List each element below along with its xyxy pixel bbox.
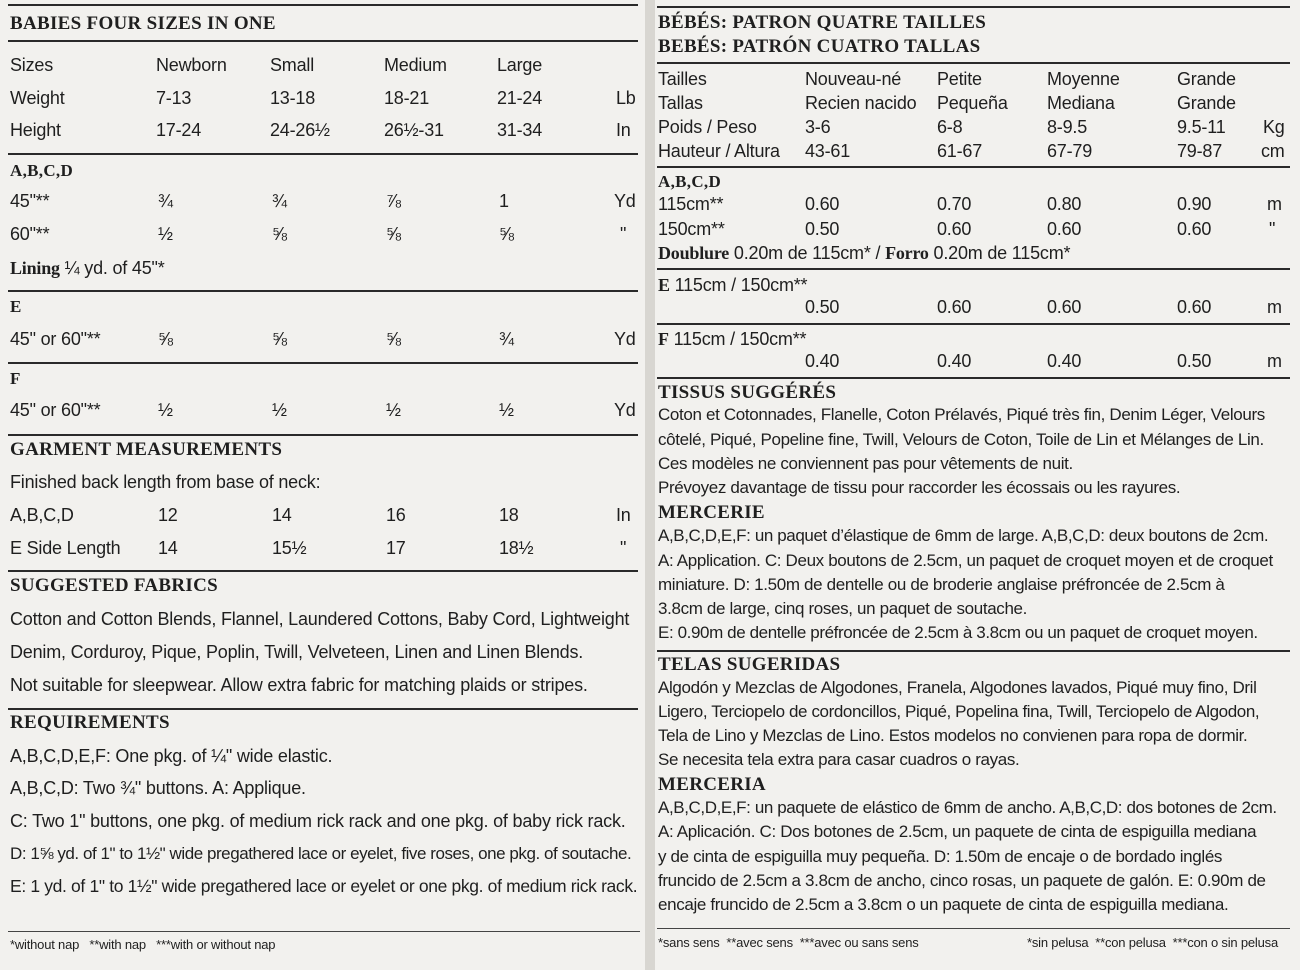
yardage-cell: 1 — [499, 191, 509, 211]
title-rule — [8, 40, 638, 42]
view-heading: F — [658, 329, 669, 349]
unit-cell: " — [620, 224, 627, 244]
requirement-line: C: Two 1" buttons, one pkg. of medium rick rack and one pkg. of baby rick rack. — [10, 811, 626, 831]
fabrics-line: Cotton and Cotton Blends, Flannel, Laundered Cottons, Baby Cord, Lightweight — [10, 609, 630, 629]
section-rule — [657, 650, 1290, 652]
size-cell: Moyenne — [1047, 69, 1120, 89]
section-rule — [8, 434, 638, 436]
tissus-line: Prévoyez davantage de tissu pour raccorder les écossais ou les rayures. — [658, 478, 1181, 497]
requirement-line: A,B,C,D,E,F: One pkg. of ¼" wide elastic. — [10, 746, 333, 766]
metrage-cell: 0.50 — [805, 297, 840, 317]
yardage-cell: ½ — [158, 400, 173, 420]
section-subtitle: Finished back length from base of neck: — [10, 472, 321, 492]
metrage-cell: 0.70 — [937, 194, 972, 214]
yardage-cell: ⅝ — [158, 329, 173, 349]
unit-cell: In — [616, 505, 631, 525]
lining-value-fr: 0.20m de 115cm* / — [733, 243, 881, 263]
unit-cell: cm — [1261, 141, 1285, 161]
measure-cell: A,B,C,D — [10, 505, 74, 525]
yardage-cell: ⅝ — [272, 224, 287, 244]
section-rule — [657, 268, 1290, 270]
size-cell: Grande — [1177, 69, 1236, 89]
footnote-rule — [657, 928, 1290, 929]
size-cell: Newborn — [156, 55, 227, 75]
size-cell: 61-67 — [937, 141, 983, 161]
size-cell: 3-6 — [805, 117, 831, 137]
measure-cell: 18 — [499, 505, 519, 525]
yardage-cell: 45"** — [10, 191, 50, 211]
center-fold — [645, 0, 655, 970]
lining-value: ¼ yd. of 45"* — [64, 258, 165, 278]
size-cell: Weight — [10, 88, 65, 108]
french-spanish-column — [655, 0, 1300, 970]
unit-cell: Yd — [614, 329, 636, 349]
measure-cell: 16 — [386, 505, 406, 525]
telas-line: Ligero, Terciopelo de cordoncillos, Piqué, Popelina fina, Twill, Terciopelo de Algodon, — [658, 702, 1260, 721]
merceria-line: fruncido de 2.5cm a 3.8cm de ancho, cinco rosas, un paquete de galón. E: 0.90m de — [658, 871, 1266, 890]
unit-cell: m — [1267, 297, 1282, 317]
size-cell: 67-79 — [1047, 141, 1093, 161]
metrage-cell: 0.40 — [1047, 351, 1082, 371]
metrage-cell: 0.50 — [805, 219, 840, 239]
metrage-cell: 0.60 — [805, 194, 840, 214]
fabric-width-label: 115cm / 150cm** — [673, 329, 807, 349]
unit-cell: m — [1267, 194, 1282, 214]
lining-line — [658, 242, 1070, 264]
unit-cell: Kg — [1263, 117, 1285, 137]
view-heading: E — [10, 297, 22, 316]
yardage-cell: ¾ — [499, 329, 514, 349]
page-title-es: BEBÉS: PATRÓN CUATRO TALLAS — [658, 36, 981, 57]
mercerie-line: 3.8cm de large, cinq roses, un paquet de soutache. — [658, 599, 1028, 618]
section-heading: MERCERIE — [658, 502, 765, 523]
section-heading: SUGGESTED FABRICS — [10, 575, 218, 596]
yardage-cell: ½ — [386, 400, 401, 420]
section-rule — [657, 166, 1290, 168]
yardage-cell: ⅞ — [386, 191, 401, 211]
requirement-line: A,B,C,D: Two ¾" buttons. A: Applique. — [10, 778, 306, 798]
metrage-cell: 0.60 — [937, 219, 972, 239]
title-rule — [657, 62, 1290, 64]
footnote-fr: *sans sens **avec sens ***avec ou sans sens — [658, 935, 919, 950]
lining-label: Lining — [10, 258, 60, 278]
size-cell: Petite — [937, 69, 982, 89]
view-e-line — [658, 274, 807, 296]
metrage-cell: 0.60 — [1177, 219, 1212, 239]
section-heading: TISSUS SUGGÉRÉS — [658, 382, 837, 403]
page-title: BABIES FOUR SIZES IN ONE — [10, 13, 276, 34]
size-cell: 6-8 — [937, 117, 963, 137]
footnote-es: *sin pelusa **con pelusa ***con o sin pelusa — [1027, 935, 1278, 950]
measure-cell: 18½ — [499, 538, 534, 558]
tissus-line: côtelé, Piqué, Popeline fine, Twill, Velours de Coton, Toile de Lin et Mélanges de Lin. — [658, 430, 1264, 449]
yardage-cell: 60"** — [10, 224, 50, 244]
section-rule — [8, 362, 638, 364]
yardage-cell: ¾ — [158, 191, 173, 211]
size-cell: Grande — [1177, 93, 1236, 113]
metrage-cell: 0.40 — [937, 351, 972, 371]
size-cell: Pequeña — [937, 93, 1008, 113]
section-heading: REQUIREMENTS — [10, 712, 170, 733]
size-cell: Poids / Peso — [658, 117, 757, 137]
size-cell: 21-24 — [497, 88, 543, 108]
size-cell: 43-61 — [805, 141, 851, 161]
lining-line — [10, 257, 165, 279]
view-heading: A,B,C,D — [10, 161, 74, 180]
size-cell: 7-13 — [156, 88, 192, 108]
measure-cell: 17 — [386, 538, 406, 558]
metrage-cell: 0.60 — [937, 297, 972, 317]
unit-cell: " — [1269, 219, 1276, 239]
size-cell: Recien nacido — [805, 93, 917, 113]
unit-cell: m — [1267, 351, 1282, 371]
size-cell: 31-34 — [497, 120, 543, 140]
top-rule — [8, 4, 638, 6]
unit-cell: Lb — [616, 88, 636, 108]
tissus-line: Coton et Cotonnades, Flanelle, Coton Prélavés, Piqué très fin, Denim Léger, Velours — [658, 405, 1265, 424]
unit-cell: " — [620, 538, 627, 558]
size-cell: Small — [270, 55, 315, 75]
fabric-width-label: 115cm / 150cm** — [674, 275, 808, 295]
size-cell: Mediana — [1047, 93, 1115, 113]
yardage-cell: ⅝ — [499, 224, 514, 244]
top-rule — [657, 6, 1290, 8]
mercerie-line: A: Application. C: Deux boutons de 2.5cm, un paquet de croquet moyen et de croquet — [658, 551, 1273, 570]
size-cell: 8-9.5 — [1047, 117, 1088, 137]
metrage-cell: 0.40 — [805, 351, 840, 371]
metrage-cell: 0.80 — [1047, 194, 1082, 214]
section-heading: GARMENT MEASUREMENTS — [10, 439, 283, 460]
size-cell: Tallas — [658, 93, 703, 113]
size-cell: 79-87 — [1177, 141, 1223, 161]
section-heading: TELAS SUGERIDAS — [658, 654, 841, 675]
size-cell: 18-21 — [384, 88, 430, 108]
yardage-cell: 45" or 60"** — [10, 329, 101, 349]
merceria-line: encaje fruncido de 2.5cm a 3.8cm o un paquete de cinta de espiguilla mediana. — [658, 895, 1229, 914]
size-cell: Hauteur / Altura — [658, 141, 780, 161]
size-cell: 9.5-11 — [1177, 117, 1226, 137]
requirement-line: E: 1 yd. of 1" to 1½" wide pregathered lace or eyelet or one pkg. of medium rick rack. — [10, 876, 638, 896]
yardage-cell: ⅝ — [272, 329, 287, 349]
unit-cell: Yd — [614, 191, 636, 211]
yardage-cell: ½ — [272, 400, 287, 420]
yardage-cell: ⅝ — [386, 224, 401, 244]
unit-cell: Yd — [614, 400, 636, 420]
size-cell: 17-24 — [156, 120, 202, 140]
requirement-line: D: 1⅝ yd. of 1" to 1½" wide pregathered lace or eyelet, five roses, one pkg. of soutache. — [10, 844, 632, 863]
section-rule — [8, 708, 638, 710]
size-cell: 24-26½ — [270, 120, 330, 140]
yardage-cell: 45" or 60"** — [10, 400, 101, 420]
size-cell: Medium — [384, 55, 447, 75]
size-cell: 26½-31 — [384, 120, 444, 140]
page-title-fr: BÉBÉS: PATRON QUATRE TAILLES — [658, 12, 987, 33]
view-heading: F — [10, 369, 21, 388]
yardage-cell: ¾ — [272, 191, 287, 211]
section-rule — [8, 153, 638, 155]
view-f-line — [658, 328, 806, 350]
metrage-cell: 0.50 — [1177, 351, 1212, 371]
telas-line: Se necesita tela extra para casar cuadros o rayas. — [658, 750, 1020, 769]
merceria-line: y de cinta de espiguilla muy pequeña. D: 1.50m de encaje o de bordado inglés — [658, 847, 1223, 866]
yardage-cell: ½ — [499, 400, 514, 420]
measure-cell: 14 — [158, 538, 178, 558]
telas-line: Algodón y Mezclas de Algodones, Franela, Algodones lavados, Piqué muy fino, Dril — [658, 678, 1257, 697]
mercerie-line: E: 0.90m de dentelle préfroncée de 2.5cm à 3.8cm ou un paquet de croquet moyen. — [658, 623, 1258, 642]
english-column — [0, 0, 645, 970]
telas-line: Tela de Lino y Mezclas de Lino. Estos modelos no convienen para ropa de dormir. — [658, 726, 1248, 745]
size-cell: 13-18 — [270, 88, 316, 108]
section-rule — [8, 570, 638, 572]
lining-label-fr: Doublure — [658, 243, 730, 263]
section-heading: MERCERIA — [658, 774, 766, 795]
yardage-cell: ½ — [158, 224, 173, 244]
metrage-cell: 0.60 — [1047, 297, 1082, 317]
merceria-line: A: Aplicación. C: Dos botones de 2.5cm, un paquete de cinta de espiguilla mediana — [658, 822, 1257, 841]
lining-label-es: Forro — [885, 243, 929, 263]
view-heading: A,B,C,D — [658, 172, 722, 191]
fabrics-line: Denim, Corduroy, Pique, Poplin, Twill, Velveteen, Linen and Linen Blends. — [10, 642, 584, 662]
section-rule — [8, 290, 638, 292]
size-cell: Nouveau-né — [805, 69, 902, 89]
view-heading: E — [658, 275, 670, 295]
size-cell: Height — [10, 120, 61, 140]
mercerie-line: miniature. D: 1.50m de dentelle ou de broderie anglaise préfroncée de 2.5cm à — [658, 575, 1225, 594]
fabrics-line: Not suitable for sleepwear. Allow extra fabric for matching plaids or stripes. — [10, 675, 588, 695]
section-rule — [657, 323, 1290, 325]
measure-cell: 15½ — [272, 538, 307, 558]
tissus-line: Ces modèles ne conviennent pas pour vêtements de nuit. — [658, 454, 1073, 473]
metrage-cell: 115cm** — [658, 194, 724, 214]
metrage-cell: 150cm** — [658, 219, 725, 239]
size-cell: Tailles — [658, 69, 707, 89]
section-rule — [657, 377, 1290, 379]
measure-cell: E Side Length — [10, 538, 121, 558]
metrage-cell: 0.60 — [1047, 219, 1082, 239]
yardage-cell: ⅝ — [386, 329, 401, 349]
size-cell: Large — [497, 55, 543, 75]
size-cell: Sizes — [10, 55, 54, 75]
merceria-line: A,B,C,D,E,F: un paquete de elástico de 6mm de ancho. A,B,C,D: dos botones de 2cm. — [658, 798, 1277, 817]
metrage-cell: 0.90 — [1177, 194, 1212, 214]
measure-cell: 14 — [272, 505, 292, 525]
metrage-cell: 0.60 — [1177, 297, 1212, 317]
mercerie-line: A,B,C,D,E,F: un paquet d’élastique de 6mm de large. A,B,C,D: deux boutons de 2cm. — [658, 526, 1269, 545]
footnote-rule — [8, 931, 640, 932]
measure-cell: 12 — [158, 505, 178, 525]
lining-value-es: 0.20m de 115cm* — [933, 243, 1071, 263]
footnote: *without nap **with nap ***with or without nap — [10, 937, 276, 952]
unit-cell: In — [616, 120, 631, 140]
